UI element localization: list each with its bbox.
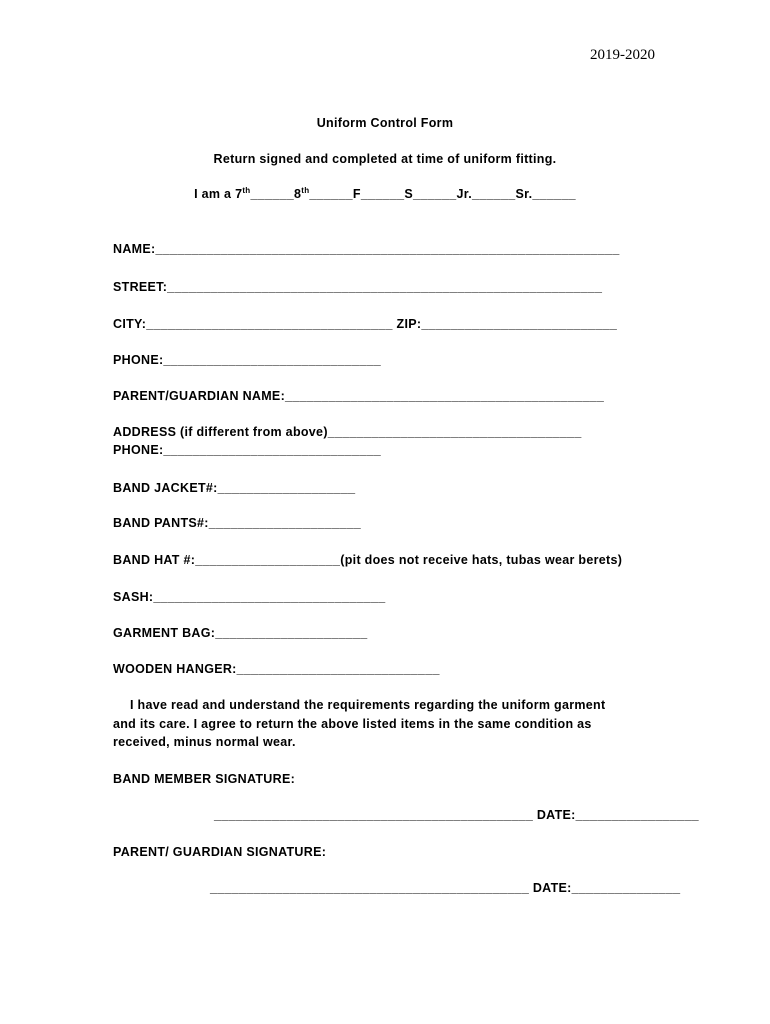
band-jacket-field[interactable]: BAND JACKET#:___________________ xyxy=(113,481,356,495)
agreement-paragraph xyxy=(113,696,673,752)
grade-sup-7th: th xyxy=(242,185,251,195)
form-subtitle: Return signed and completed at time of uniform fitting. xyxy=(213,152,557,166)
city-zip-field[interactable]: CITY:__________________________________ ZIP:___________________________ xyxy=(113,317,618,331)
agreement-line-3: received, minus normal wear. xyxy=(113,735,296,749)
sash-field[interactable]: SASH:________________________________ xyxy=(113,590,386,604)
phone-field[interactable]: PHONE:______________________________ xyxy=(113,353,381,367)
address-field[interactable]: ADDRESS (if different from above)___________________________________ xyxy=(113,425,582,439)
school-year: 2019-2020 xyxy=(590,47,655,63)
garment-bag-field[interactable]: GARMENT BAG:_____________________ xyxy=(113,626,368,640)
street-field[interactable]: STREET:____________________________________________________________ xyxy=(113,280,603,294)
grade-prefix: I am a 7 xyxy=(194,187,243,201)
grade-mid: ______8 xyxy=(250,187,302,201)
agreement-line-1: I have read and understand the requirements regarding the uniform garment xyxy=(130,698,606,712)
band-hat-field[interactable]: BAND HAT #:____________________(pit does not receive hats, tubas wear berets) xyxy=(113,553,623,567)
parent-guardian-name-field[interactable]: PARENT/GUARDIAN NAME:____________________________________________ xyxy=(113,389,605,403)
grade-rest: ______F______S______Jr.______Sr.______ xyxy=(309,187,576,201)
band-member-signature-label: BAND MEMBER SIGNATURE: xyxy=(113,772,296,786)
band-pants-field[interactable]: BAND PANTS#:_____________________ xyxy=(113,516,362,530)
parent-guardian-signature-date-field[interactable]: ____________________________________________ DATE:_______________ xyxy=(210,881,681,895)
grade-selection-line xyxy=(0,186,770,202)
parent-guardian-signature-label: PARENT/ GUARDIAN SIGNATURE: xyxy=(113,845,327,859)
grade-sup-8th: th xyxy=(301,185,310,195)
form-title: Uniform Control Form xyxy=(316,116,454,130)
wooden-hanger-field[interactable]: WOODEN HANGER:____________________________ xyxy=(113,662,440,676)
agreement-line-2: and its care. I agree to return the above listed items in the same condition as xyxy=(113,716,592,731)
parent-phone-field[interactable]: PHONE:______________________________ xyxy=(113,443,381,457)
band-member-signature-date-field[interactable]: ____________________________________________ DATE:_________________ xyxy=(214,808,699,822)
name-field[interactable]: NAME:________________________________________________________________ xyxy=(113,242,620,256)
